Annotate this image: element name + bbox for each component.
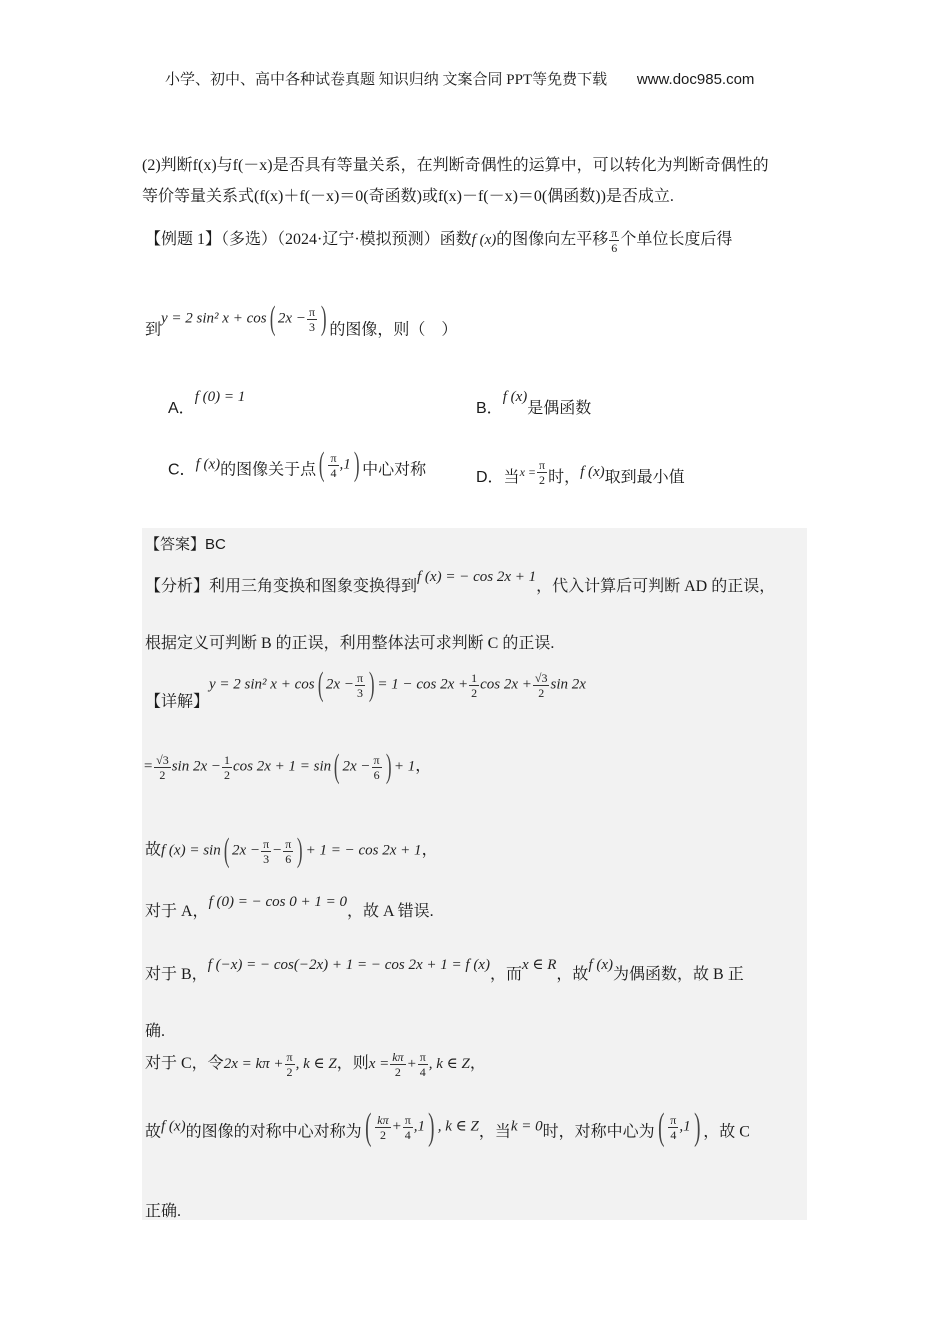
fraction-pi-3: [261, 837, 271, 866]
symmetry-line-2: 正确.: [145, 1203, 182, 1220]
fraction-pi-6: [283, 837, 293, 866]
for-c-line: [145, 1050, 486, 1079]
frac-num: π: [419, 1050, 426, 1064]
paren-right: ): [353, 446, 360, 483]
g-tail: ，故 C: [703, 1123, 750, 1141]
paren-left: (: [334, 748, 340, 785]
fb-fx: f (x): [588, 957, 614, 973]
frac-den: 2: [286, 1065, 293, 1079]
fb-xr: x ∈ R: [521, 957, 557, 973]
option-b-math: f (x): [502, 389, 528, 405]
frac-den: 2: [394, 1065, 401, 1079]
frac-den: 2: [379, 1127, 386, 1142]
paren-left: (: [657, 1106, 665, 1148]
fb-tail: 为偶函数，故 B 正: [613, 966, 744, 983]
fb-er: ，而: [489, 966, 522, 983]
example-dao: 到: [145, 321, 162, 339]
frac-num: π: [670, 1112, 677, 1127]
d3-minus: −: [272, 842, 283, 859]
fraction-pi-4: [328, 451, 338, 480]
example-tag: 【例题 1】（多选）（2024·辽宁·模拟预测）函数: [145, 231, 472, 249]
d2-c: cos 2x + 1 = sin: [233, 758, 332, 775]
option-c-text2: 中心对称: [362, 461, 427, 479]
g-plus: +: [391, 1118, 402, 1135]
frac-den: 3: [356, 685, 363, 700]
d2-d: + 1: [393, 758, 416, 775]
fc-ze: ，则: [336, 1055, 369, 1073]
paren-right: ): [320, 300, 327, 337]
option-d-mid: 时，: [548, 469, 581, 487]
frac-num: 1: [224, 752, 231, 767]
option-d-label: D．当: [476, 469, 520, 487]
option-d-x: x =: [519, 465, 536, 480]
frac-den: 2: [159, 767, 166, 782]
d3-gu: 故: [145, 841, 162, 859]
eq-end: 的图像，则（ ）: [329, 321, 458, 339]
paren-right: ): [385, 748, 392, 785]
header-url[interactable]: www.doc985.com: [636, 71, 755, 88]
fraction-1-2: [469, 671, 479, 700]
frac-den: 2: [538, 685, 545, 700]
fraction-pi-3: [307, 305, 317, 334]
paren-left: (: [317, 666, 324, 703]
paren-left: (: [364, 1106, 372, 1148]
frac-den: 3: [263, 851, 270, 866]
example-tail: 个单位长度后得: [620, 231, 733, 249]
option-d-math: f (x): [580, 464, 605, 481]
analysis-line-1: [145, 568, 775, 596]
example-heading: [145, 226, 732, 255]
frac-num: π: [285, 836, 292, 851]
fc-kz-2: , k ∈ Z: [428, 1056, 470, 1073]
symmetry-line: [145, 1108, 750, 1146]
frac-num: √3: [156, 752, 169, 767]
fc-eq2a: x =: [368, 1056, 390, 1073]
frac-den: 6: [285, 851, 292, 866]
fraction-pi-2: [285, 1050, 295, 1079]
option-c[interactable]: [168, 448, 426, 482]
fraction-pi-4: [668, 1113, 678, 1142]
frac-den: 6: [373, 767, 380, 782]
option-c-label: C．: [168, 461, 196, 479]
g-k0: k = 0: [510, 1118, 543, 1135]
frac-num: kπ: [392, 1050, 404, 1064]
fc-eq1: 2x = kπ +: [223, 1056, 284, 1073]
frac-den: 4: [330, 465, 337, 480]
option-c-text1: 的图像关于点: [220, 461, 317, 479]
option-a-math: f (0) = 1: [194, 389, 246, 405]
frac-num: π: [539, 458, 546, 472]
paren-right: ): [297, 832, 303, 869]
fraction-pi-4: [418, 1050, 428, 1079]
fc-head: 对于 C，令: [145, 1055, 224, 1073]
g-point-tail: ,1: [413, 1118, 426, 1135]
detail-line-3: [145, 834, 438, 868]
frac-num: π: [373, 752, 380, 767]
fraction-sqrt3-2: [533, 671, 550, 700]
analysis-tail: ，代入计算后可判断 AD 的正误，: [536, 578, 776, 595]
paren-left: (: [223, 832, 230, 869]
frac-num: π: [330, 450, 337, 465]
detail-head: 【详解】: [145, 693, 210, 711]
frac-den: 6: [611, 241, 618, 255]
option-b[interactable]: [476, 388, 591, 418]
intro-line-1: (2)判断f(x)与f(－x)是否具有等量关系，在判断奇偶性的运算中，可以转化为判断奇偶性的: [142, 157, 769, 174]
fraction-pi-3: [355, 671, 365, 700]
for-b-line: [145, 955, 744, 984]
d1-a: y = 2 sin² x + cos: [209, 676, 315, 693]
d1-b: = 1 − cos 2x +: [377, 676, 469, 693]
frac-num: π: [308, 304, 315, 319]
detail-line-2: [143, 750, 431, 784]
fa-math: f (0) = − cos 0 + 1 = 0: [208, 894, 347, 910]
d3-comma: ，: [421, 841, 438, 859]
answer: 【答案】BC: [145, 536, 226, 553]
fraction-sqrt3-2: [154, 753, 171, 782]
point-tail: ,1: [339, 456, 351, 473]
frac-den: 2: [471, 685, 478, 700]
fraction-pi-6: [609, 226, 619, 255]
analysis-line-2: 根据定义可判断 B 的正误，利用整体法可求判断 C 的正误.: [145, 635, 555, 652]
fraction-kpi-2: [375, 1113, 390, 1142]
g-kz: , k ∈ Z: [437, 1118, 479, 1135]
option-d-text: 取到最小值: [604, 469, 685, 487]
fb-head: 对于 B，: [145, 966, 208, 983]
frac-num: kπ: [377, 1112, 389, 1127]
option-a[interactable]: [168, 388, 245, 418]
fc-plus: +: [406, 1056, 417, 1073]
paren-right: ): [693, 1106, 701, 1148]
g-k0b: 时，对称中心为: [542, 1123, 655, 1141]
d3-b: + 1 = − cos 2x + 1: [305, 842, 422, 859]
frac-num: π: [404, 1112, 411, 1127]
frac-den: 4: [404, 1127, 411, 1142]
d2-in: 2x −: [342, 758, 371, 775]
frac-num: π: [263, 836, 270, 851]
g-head: 故: [145, 1123, 162, 1141]
frac-num: √3: [534, 670, 548, 685]
d1-d: sin 2x: [550, 676, 586, 693]
d3-a: f (x) = sin: [161, 842, 221, 859]
d2-a: =: [143, 758, 154, 775]
paren-left: (: [318, 446, 325, 483]
frac-num: π: [356, 670, 363, 685]
fb-gu: ，故: [556, 966, 589, 983]
d2-b: sin 2x −: [171, 758, 222, 775]
example-equation-line: [145, 302, 457, 340]
detail-line-1: [145, 668, 586, 712]
intro-line-2: 等价等量关系式(f(x)＋f(－x)＝0(奇函数)或f(x)－f(－x)＝0(偶函数))是否成立.: [142, 188, 674, 205]
fraction-pi-6: [372, 753, 382, 782]
option-b-label: B．: [476, 400, 503, 417]
d3-in: 2x −: [232, 842, 261, 859]
frac-num: π: [611, 226, 618, 240]
eq-inner: 2x −: [277, 310, 306, 327]
fraction-1-2: [222, 753, 232, 782]
analysis-head: 【分析】利用三角变换和图象变换得到: [145, 578, 418, 595]
option-b-text: 是偶函数: [527, 400, 592, 417]
d2-comma: ，: [415, 757, 432, 775]
g-k0a: ，当: [478, 1123, 511, 1141]
fraction-pi-2: [537, 458, 547, 487]
paren-right: ): [368, 666, 375, 703]
eq-lead: y = 2 sin² x + cos: [161, 310, 267, 327]
frac-den: 4: [670, 1127, 677, 1142]
page-header: [165, 68, 754, 89]
header-text: 小学、初中、高中各种试卷真题 知识归纳 文案合同 PPT等免费下载: [165, 72, 608, 88]
frac-den: 2: [224, 767, 231, 782]
d1-in: 2x −: [325, 676, 354, 693]
fraction-pi-4: [403, 1113, 413, 1142]
paren-left: (: [269, 300, 276, 337]
frac-den: 3: [308, 319, 315, 334]
fc-kz: , k ∈ Z: [295, 1056, 337, 1073]
option-a-label: A．: [168, 400, 195, 417]
frac-num: π: [286, 1050, 293, 1064]
fc-end: ，: [469, 1055, 486, 1073]
d1-c: cos 2x +: [480, 676, 532, 693]
analysis-math: f (x) = − cos 2x + 1: [417, 569, 537, 585]
frac-den: 2: [539, 473, 546, 487]
fa-head: 对于 A，: [145, 903, 209, 920]
example-fx: f (x): [471, 232, 497, 249]
g-point-tail-2: ,1: [679, 1118, 691, 1135]
fa-tail: ，故 A 错误.: [346, 903, 434, 920]
example-mid: 的图像向左平移: [496, 231, 609, 249]
frac-den: 4: [419, 1065, 426, 1079]
option-d[interactable]: [476, 458, 685, 487]
for-a-line: [145, 893, 434, 921]
option-c-math: f (x): [195, 456, 221, 473]
g-fx: f (x): [161, 1118, 186, 1135]
frac-num: 1: [471, 670, 478, 685]
fb-math: f (−x) = − cos(−2x) + 1 = − cos 2x + 1 = f (x): [207, 957, 490, 973]
g-mid: 的图像的对称中心对称为: [185, 1123, 362, 1141]
paren-right: ): [428, 1106, 435, 1148]
for-b-line-2: 确.: [145, 1023, 166, 1040]
fraction-kpi-2: [390, 1050, 405, 1079]
